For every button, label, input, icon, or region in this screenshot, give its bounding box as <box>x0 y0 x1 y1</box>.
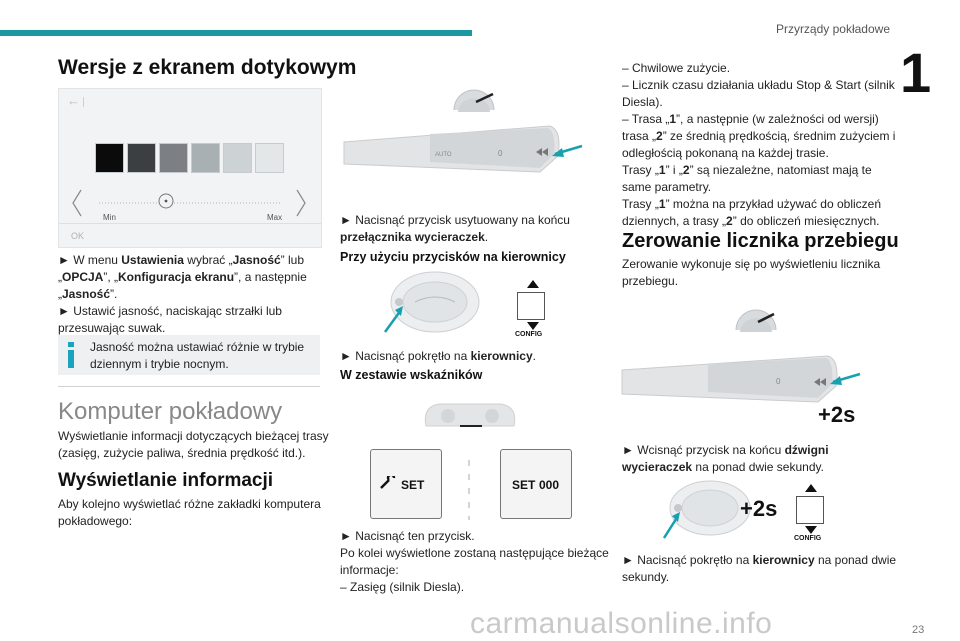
slider-min-label: Min <box>103 213 116 222</box>
running-header: Przyrządy pokładowe <box>775 22 890 36</box>
svg-text:0: 0 <box>776 377 781 386</box>
wiper-stalk-illustration <box>340 72 600 202</box>
display-info-text: Aby kolejno wyświetlać różne zakładki komputera pokładowego: <box>58 497 321 528</box>
right-chevron-icon <box>297 190 305 216</box>
heading-trip-computer: Komputer pokładowy <box>58 398 283 425</box>
cluster-illustration <box>420 396 520 436</box>
steering-knob-instruction: ► Nacisnąć pokrętło na kierownicy. <box>340 349 536 363</box>
heading-odometer-reset: Zerowanie licznika przebiegu <box>622 230 899 252</box>
config-label: CONFIG <box>515 331 543 338</box>
set-label: SET <box>512 478 536 492</box>
trip-info-list: – Chwilowe zużycie. – Licznik czasu działania układu Stop & Start (silnik Diesla). – Trasa „1”, a następnie (w zależności od wersji) trasa „2” ze średnią prędkością, średnim zużyciem i odległością pokonaną na każdej trasie. Trasy „1” i „2” są niezależne, natomiast mają te same parametry. Trasy „1” można na przykład używać do obliczeń dziennych, a trasy „2” do obliczeń miesięcznych. <box>622 61 896 228</box>
section-divider <box>58 386 320 387</box>
heading-display-info: Wyświetlanie informacji <box>58 470 274 491</box>
dashed-separator <box>464 460 474 520</box>
wiper-reset-instruction: ► Wcisnąć przycisk na końcu dźwigni wycieraczek na ponad dwie sekundy. <box>622 443 829 474</box>
hold-two-seconds-badge: +2s <box>818 402 856 427</box>
config-button-icon <box>796 496 824 524</box>
steering-wheel-illustration <box>375 270 495 340</box>
config-button-icon <box>517 292 545 320</box>
cluster-set-000-button <box>500 449 572 519</box>
info-note-text: Jasność można ustawiać różnie w trybie dziennym i trybie nocnym. <box>90 340 305 371</box>
info-icon <box>66 341 76 369</box>
back-arrow-icon: ← <box>67 93 80 108</box>
heading-instrument-cluster: W zestawie wskaźników <box>340 368 483 382</box>
divider <box>83 97 84 107</box>
cluster-set-button <box>370 449 442 519</box>
brightness-swatch <box>127 143 156 173</box>
reset-intro: Zerowanie wykonuje się po wyświetleniu licznika przebiegu. <box>622 257 881 288</box>
brightness-swatch <box>95 143 124 173</box>
config-label: CONFIG <box>794 535 822 542</box>
up-triangle-icon <box>518 278 548 290</box>
brightness-swatch <box>159 143 188 173</box>
set-label: SET <box>401 478 425 492</box>
svg-text:AUTO: AUTO <box>435 152 452 158</box>
page-number: 23 <box>912 624 925 636</box>
svg-text:0: 0 <box>498 149 503 158</box>
cluster-instructions: ► Nacisnąć ten przycisk. Po kolei wyświetlone zostaną następujące bieżące informacje: – Zasięg (silnik Diesla). <box>340 529 609 594</box>
brightness-steps: ► W menu Ustawienia wybrać „Jasność” lub „OPCJA”, „Konfiguracja ekranu”, a następnie „Jasność”. ► Ustawić jasność, naciskając strzałki lub przesuwając suwak. <box>58 253 307 335</box>
wiper-button-instruction: ► Nacisnąć przycisk usytuowany na końcu przełącznika wycieraczek. <box>340 213 570 244</box>
trip-computer-intro: Wyświetlanie informacji dotyczących bieżącej trasy (zasięg, zużycie paliwa, średnia prędkość itd.). <box>58 429 329 460</box>
brightness-swatch <box>255 143 284 173</box>
up-triangle-icon <box>796 482 826 494</box>
slider-max-label: Max <box>267 213 283 222</box>
left-chevron-icon <box>73 190 81 216</box>
watermark: carmanualsonline.info <box>470 607 773 640</box>
top-accent-bar <box>0 30 472 36</box>
brightness-swatch <box>191 143 220 173</box>
divider <box>59 223 321 224</box>
knob-reset-instruction: ► Nacisnąć pokrętło na kierownicy na ponad dwie sekundy. <box>622 553 897 584</box>
wrench-icon <box>379 476 397 490</box>
ok-label: OK <box>71 231 85 241</box>
heading-steering-buttons: Przy użyciu przycisków na kierownicy <box>340 250 566 264</box>
heading-touchscreen: Wersje z ekranem dotykowym <box>58 56 357 79</box>
brightness-swatch <box>223 143 252 173</box>
odometer-value: 000 <box>539 478 560 492</box>
hold-two-seconds-badge: +2s <box>740 496 778 521</box>
info-note-box <box>58 335 320 375</box>
brightness-screen-illustration <box>58 88 322 248</box>
chapter-number: 1 <box>900 41 932 104</box>
